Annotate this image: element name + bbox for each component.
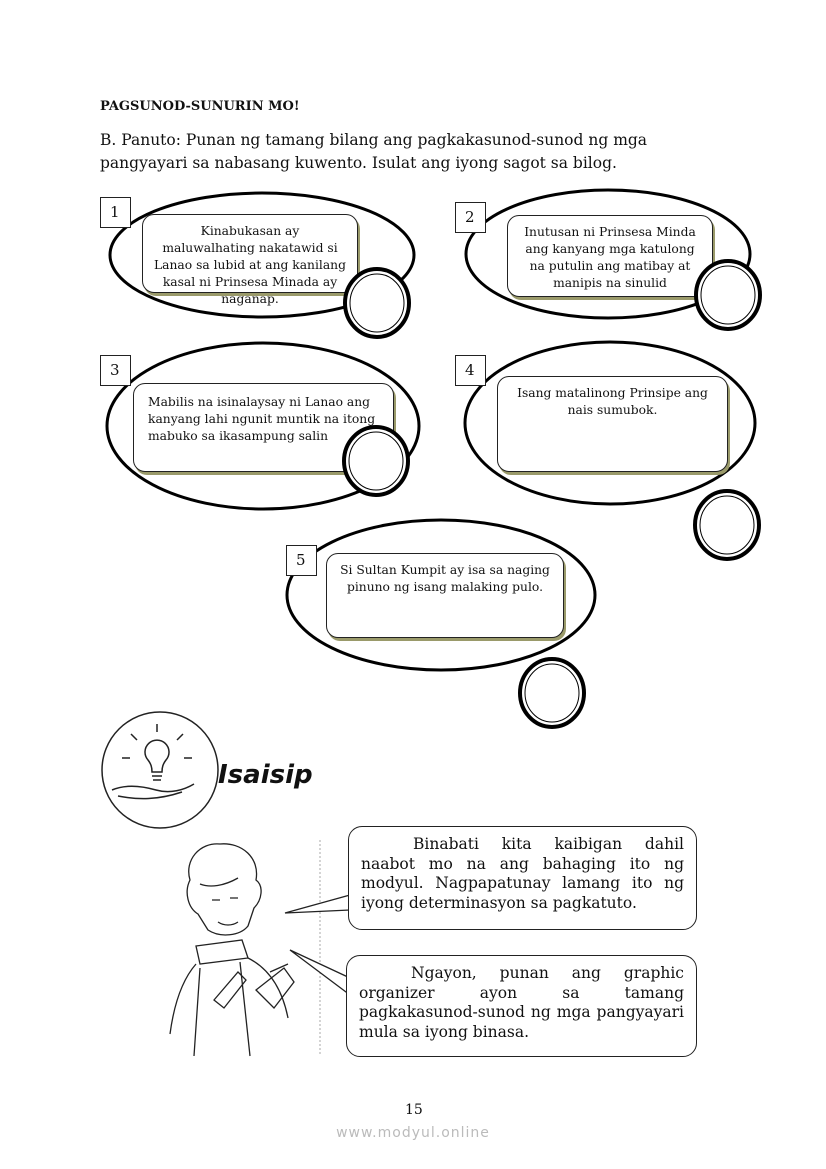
item-number-3: 3 xyxy=(100,355,131,386)
speech-tail-1 xyxy=(285,895,350,913)
item-number-4: 4 xyxy=(455,355,486,386)
event-card-4: Isang matalinong Prinsipe ang nais sumubok. xyxy=(497,376,728,472)
event-card-2: Inutusan ni Prinsesa Minda ang kanyang mga katulong na putulin ang matibay at manipis na sinulid xyxy=(507,215,713,297)
answer-circle-3[interactable] xyxy=(344,427,408,495)
answer-circle-4[interactable] xyxy=(695,491,759,559)
speech-bubble-2: Ngayon, punan ang graphic organizer ayon sa tamang pagkakasunod-sunod ng mga pangyayari mula sa iyong binasa. xyxy=(346,955,697,1057)
instructions: B. Panuto: Punan ng tamang bilang ang pagkakasunod-sunod ng mga pangyayari sa nabasang kuwento. Isulat ang iyong sagot sa bilog. xyxy=(100,131,648,172)
item-number-1: 1 xyxy=(100,197,131,228)
event-card-3: Mabilis na isinalaysay ni Lanao ang kanyang lahi ngunit muntik na itong mabuko sa ikasampung salin xyxy=(133,383,394,472)
answer-circle-1[interactable] xyxy=(345,269,409,337)
isaisip-heading: Isaisip xyxy=(218,760,313,790)
lightbulb-hand-icon xyxy=(102,712,218,828)
student-character-illustration xyxy=(170,844,294,1056)
speech-bubble-1: Binabati kita kaibigan dahil naabot mo na ang bahaging ito ng modyul. Nagpapatunay lamang ito ng iyong determinasyon sa pagkatuto. xyxy=(348,826,697,930)
section-heading: PAGSUNOD-SUNURIN MO! xyxy=(100,99,300,114)
page-number: 15 xyxy=(405,1102,423,1118)
item-number-2: 2 xyxy=(455,202,486,233)
answer-circle-2[interactable] xyxy=(696,261,760,329)
watermark: www.modyul.online xyxy=(336,1125,490,1141)
item-number-5: 5 xyxy=(286,545,317,576)
event-card-5: Si Sultan Kumpit ay isa sa naging pinuno ng isang malaking pulo. xyxy=(326,553,564,638)
event-card-1: Kinabukasan ay maluwalhating nakatawid si Lanao sa lubid at ang kanilang kasal ni Prinsesa Minada ay naganap. xyxy=(142,214,358,293)
answer-circle-5[interactable] xyxy=(520,659,584,727)
